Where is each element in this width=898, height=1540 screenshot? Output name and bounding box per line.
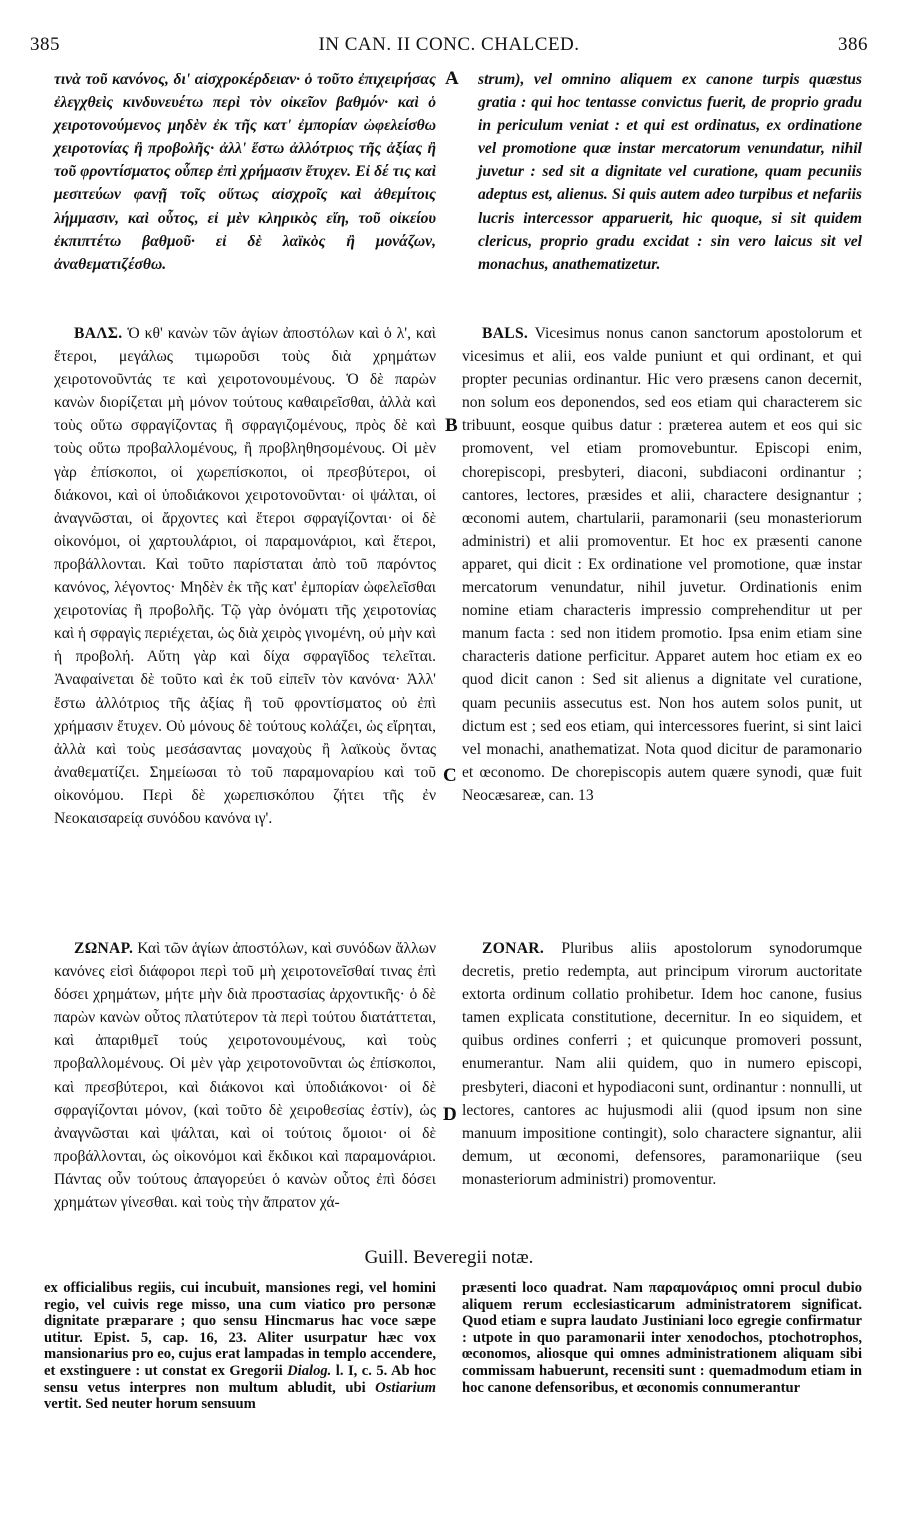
balsamon-greek-label: ΒΑΛΣ.	[74, 325, 123, 342]
running-header	[30, 34, 868, 60]
margin-marker-a: A	[445, 68, 459, 89]
canon-latin-column	[478, 68, 862, 298]
zonaras-greek-label: ΖΩΝΑΡ.	[74, 940, 134, 957]
zonaras-greek-column	[54, 937, 436, 1241]
page-number-left: 385	[30, 34, 60, 55]
running-title: IN CAN. II CONC. CHALCED.	[318, 34, 580, 55]
notes-right-column	[462, 1280, 862, 1440]
notes-left-text-2: l. I, c. 5. Ab hoc sensu vetus interpres non multum abludit, ubi	[44, 1362, 437, 1396]
page-number-right: 386	[837, 34, 868, 55]
canon-greek-column	[54, 68, 436, 314]
canon-greek-text: τινὰ τοῦ κανόνος, δι' αἰσχροκέρδειαν· ὁ τοῦτο ἐπιχειρήσας ἐλεγχθεὶς κινδυνευέτω περὶ τὸν οἰκεῖον βαθμόν· καὶ ὁ χειροτονούμενος μηδὲν ἐκ τῆς κατ' ἐμπορίαν ὠφελείσθω χειροτονίας ἢ προβολῆς· ἀλλ' ἔστω ἀλλότριος τῆς ἀξίας ἢ τοῦ φροντίσματος οὗπερ ἐπὶ χρήμασιν ἔτυχεν. Εἰ δέ τις καὶ μεσιτεύων φανῇ τοῖς οὕτως αἰσχροῖς καὶ ἀθεμίτοις λήμμασιν, καὶ οὗτος, εἰ μὲν κληρικὸς εἴη, τοῦ οἰκείου ἐκπιπτέτω βαθμοῦ· εἰ δὲ λαϊκὸς ἢ μονάζων, ἀναθεματιζέσθω.	[54, 71, 436, 273]
zonaras-latin-label: ZONAR.	[482, 940, 545, 957]
balsamon-greek-column	[54, 322, 436, 882]
canon-latin-text: strum), vel omnino aliquem ex canone turpis quæstus gratia : qui hoc tentasse convictus fuerit, de proprio gradu in periculum veniat : et qui est ordinatus, ex ordinatione vel promotione quæ instar mercatorum venundatur, nihil juvetur : sed sit a dignitate vel curatione, quam pecuniis adeptus est, alienus. Si quis autem adeo turpibus et nefariis lucris intercessor apparuerit, hic quoque, si sit quidem clericus, proprio gradu excidat : sin vero laicus sit vel monachus, anathematizetur.	[478, 71, 862, 273]
zonaras-latin-column	[462, 937, 862, 1241]
balsamon-latin-text: Vicesimus nonus canon sanctorum apostolorum et vicesimus et alii, eos valde puniunt et qui ordinant, et qui propter pecunias ordinantur. Hic vero præsens canon decernit, non solum eos deponendos, sed eos etiam qui characterem sic tribuunt, eosque quibus datur : præterea autem et eos qui sic promovent, vel etiam promovebuntur. Episcopi enim, chorepiscopi, presbyteri, diaconi, subdiaconi ordinantur ; cantores, lectores, præsides et alii, charactere designantur ; œconomi autem, chartularii, paramonarii (seu monasteriorum administri) et alii promoventur. Et hoc ex præsenti canone apparet, qui dicit : Ex ordinatione vel promotione, quæ instar mercatorum venundatur, nihil juvetur. Ordinationis enim nomine etiam characteris impressio comprehenditur ut per manum facta : sed non itidem promotio. Ipsa enim etiam sine characteris datione perficitur. Apparet autem hoc etiam ex eo quod dicit canon : Sed sit alienus a dignitate vel curatione, quam pecuniis assecutus est. Non hos autem solos punit, ut dictum est ; sed eos etiam, qui intercessores fuerint, si sint laici vel monachi, anathematizat. Nota quod dicitur de paramonario et œconomo. De chorepiscopis autem quære synodi, quæ fuit Neocæsareæ, can. 13	[462, 325, 862, 804]
notes-left-italic-1: Dialog.	[287, 1362, 332, 1379]
zonaras-greek-text: Καὶ τῶν ἁγίων ἀποστόλων, καὶ συνόδων ἄλλων κανόνες εἰσὶ διάφοροι περὶ τοῦ μὴ χειροτονεῖσθαί τινας ἐπὶ δόσει χρημάτων, μήτε μὴν διὰ προστασίας ἀρχοντικῆς· ὁ δὲ παρὼν κανὼν οὗτος πλατύτερον τὰ περὶ τούτου διατάττεται, καὶ ἀπαριθμεῖ τούς χειροτονουμένους, καὶ τοὺς προβαλλομένους. Οἱ μὲν γὰρ χειροτονοῦνται ὡς ἐπίσκοποι, καὶ πρεσβύτεροι, καὶ διάκονοι καὶ ὑποδιάκονοι· οἱ δὲ σφραγίζονται μόνον, (καὶ τοῦτο δὲ χειροθεσίας ἐστίν), ὡς ἀναγνῶσται καὶ ψάλται, καὶ οἱ τούτοις ὅμοιοι· οἱ δὲ προβάλλονται, ὡς οἰκονόμοι καὶ ἔκδικοι καὶ παραμονάριοι. Πάντας οὖν τούτους ἀπαγορεύει ὁ κανὼν οὗτος ἐπὶ δόσει χρημάτων γίνεσθαι. καὶ τοὺς τὴν ἄπρατον χά-	[54, 940, 436, 1212]
zonaras-latin-text: Pluribus aliis apostolorum synodorumque decretis, pretio redempta, aut principum virorum auctoritate extorta ordinum collatio prohibetur. Idem hoc canone, fusius tamen explicata constitutione, decernitur. In eo siquidem, et quibus ordines conferri ; et quicunque promoveri possunt, enumerantur. Nam alii quidem, quo in numero episcopi, presbyteri, diaconi et hypodiaconi sunt, ordinantur : nonnulli, ut lectores, cantores ac hujusmodi alii (quod ipsum non sine manuum impositione contingit), solo charactere signantur, alii demum, ut œconomi, defensores, paramonariique (seu monasteriorum administri) promoventur.	[462, 940, 862, 1188]
notes-left-italic-2: Ostiarium	[375, 1379, 436, 1396]
margin-marker-b: B	[445, 415, 458, 436]
balsamon-latin-label: BALS.	[482, 325, 529, 342]
balsamon-greek-text: Ὁ κθ' κανὼν τῶν ἁγίων ἀποστόλων καὶ ὁ λ', καὶ ἕτεροι, μεγάλως τιμωροῦσι τοὺς διὰ χρημάτων χειροτονοῦντάς τε καὶ χειροτονουμένους. Ὁ δὲ παρὼν κανὼν διορίζεται μὴ μόνον τούτους καθαιρεῖσθαι, ἀλλὰ καὶ τοὺς οὕτω σφραγίζοντας ἢ σφραγιζομένους, πρὸς δὲ καὶ τοὺς οὕτω προβαλλομένους, ἢ προβληθησομένους. Οἱ μὲν γὰρ ἐπίσκοποι, οἱ χωρεπίσκοποι, οἱ πρεσβύτεροι, οἱ διάκονοι, καὶ οἱ ὑποδιάκονοι χειροτονοῦνται· οἱ ψάλται, οἱ ἀναγνῶσται, οἱ ἄρχοντες καὶ ἕτεροι σφραγίζονται· οἱ δὲ οἰκονόμοι, οἱ χαρτουλάριοι, οἱ παραμονάριοι, καὶ ἕτεροι, προβάλλονται. Καὶ τοῦτο παρίσταται ἀπὸ τοῦ παρόντος κανόνος, λέγοντος· Μηδὲν ἐκ τῆς κατ' ἐμπορίαν ὠφελεῖσθαι χειροτονίας ἢ προβολῆς. Τῷ γὰρ ὀνόματι τῆς χειροτονίας καὶ ἡ σφραγὶς περιέχεται, ὡς διὰ χειρὸς γινομένη, οὐ μὴν καὶ ἡ προβολή. Αὕτη γὰρ καὶ δίχα σφραγῖδος τελεῖται. Ἀναφαίνεται δὲ τοῦτο καὶ ἐκ τοῦ εἰπεῖν τὸν κανόνα· Ἀλλ' ἔστω ἀλλότριος τῆς ἀξίας ἢ τοῦ φροντίσματος οὐ ἐπὶ χρήμασιν ἔτυχεν. Οὐ μόνους δὲ τούτους κολάζει, ὡς εἴρηται, ἀλλὰ καὶ τοὺς μεσάσαντας μοναχοὺς ἢ λαϊκοὺς ὄντας ἀναθεματίζει. Σημείωσαι τὸ τοῦ παραμοναρίου καὶ τοῦ οἰκονόμου. Περὶ δὲ χωρεπισκόπου ζήτει τῆς ἐν Νεοκαισαρείᾳ συνόδου κανόνα ιγ'.	[54, 325, 437, 827]
balsamon-latin-column	[462, 322, 862, 922]
notes-right-text: præsenti loco quadrat. Nam παραμονάριος omni procul dubio aliquem rerum ecclesiasticarum administratorem significat. Quod etiam e supra laudato Justiniani loco egregie confirmatur : utpote in quo paramonarii inter xenodochos, ptochotrophos, œconomos, aliosque qui omnes administrationem aliquam sibi commissam habuerunt, recensiti sunt : quemadmodum etiam in hoc canone defensoribus, et œconomis connumerantur	[462, 1280, 862, 1396]
notes-left-column	[44, 1280, 436, 1440]
margin-marker-c: C	[443, 765, 457, 786]
notes-title: Guill. Beveregii notæ.	[364, 1247, 534, 1268]
margin-marker-d: D	[443, 1104, 457, 1125]
notes-left-text-1: ex officialibus regiis, cui incubuit, mansiones regi, vel homini regio, vel cuivis rege misso, una cum viatico pro personæ dignitate præparare ; quo sensu Hincmarus hac voce sæpe utitur. Epist. 5, cap. 16, 23. Aliter usurpatur hæc vox mansionarius pro eo, cujus erat lampadas in templo accendere, et exstinguere : ut constat ex Gregorii	[44, 1280, 436, 1379]
notes-left-text-3: vertit. Sed neuter horum sensuum	[44, 1396, 256, 1413]
